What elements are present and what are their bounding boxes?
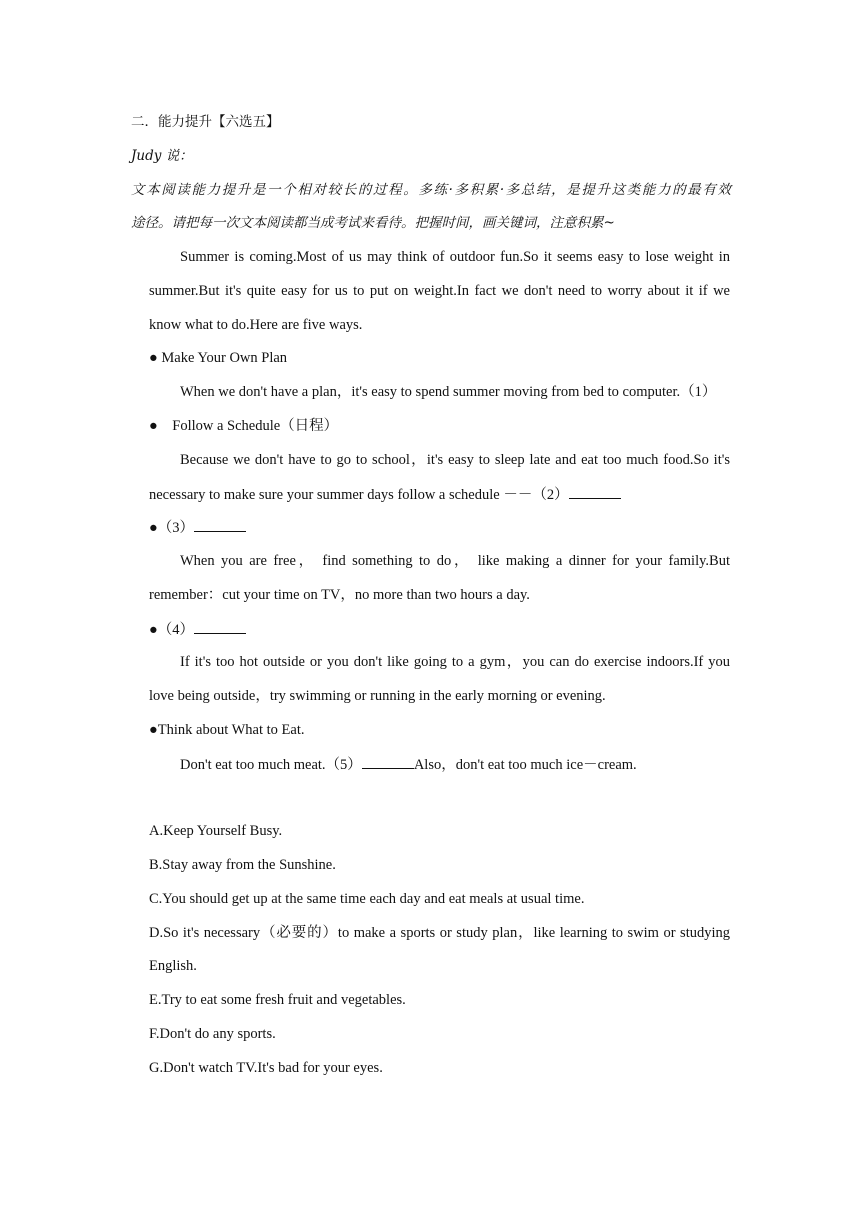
judy-label: Judy 说： xyxy=(131,148,193,164)
point-text-2-line-2 xyxy=(149,484,621,505)
point-text-5-before: Don't eat too much meat.（5） xyxy=(180,757,362,773)
point-text-4-line-2: love being outside，try swimming or running in the early morning or evening. xyxy=(149,688,606,704)
option-d-line-2: English. xyxy=(149,958,197,974)
option-e: E.Try to eat some fresh fruit and vegetables. xyxy=(149,992,406,1008)
point-heading-4 xyxy=(149,619,246,640)
option-b: B.Stay away from the Sunshine. xyxy=(149,857,336,873)
intro-line-3: know what to do.Here are five ways. xyxy=(149,317,363,333)
answer-blank-3 xyxy=(194,517,246,532)
answer-blank-4 xyxy=(194,619,246,634)
point-text-2-line-1: Because we don't have to go to school，it's easy to sleep late and eat too much food.So it's xyxy=(180,452,730,468)
answer-blank-2 xyxy=(569,484,621,499)
option-f: F.Don't do any sports. xyxy=(149,1026,276,1042)
point-text-3-line-1: When you are free， find something to do， like making a dinner for your family.But xyxy=(180,553,730,569)
intro-line-1: Summer is coming.Most of us may think of outdoor fun.So it seems easy to lose weight in xyxy=(180,249,730,265)
tip-line-1: 文本阅读能力提升是一个相对较长的过程。多练·多积累·多总结，是提升这类能力的最有效 xyxy=(131,182,731,198)
point-text-3-line-2: remember：cut your time on TV，no more than two hours a day. xyxy=(149,587,530,603)
point-text-2-line-2-text: necessary to make sure your summer days follow a schedule －－（2） xyxy=(149,487,569,503)
point-text-1: When we don't have a plan，it's easy to spend summer moving from bed to computer.（1） xyxy=(180,384,717,400)
point-heading-1: ● Make Your Own Plan xyxy=(149,350,288,366)
point-text-4-line-1: If it's too hot outside or you don't like going to a gym，you can do exercise indoors.If you xyxy=(180,654,730,670)
option-a: A.Keep Yourself Busy. xyxy=(149,823,283,839)
point-text-5 xyxy=(180,754,637,775)
section-heading: 二．能力提升【六选五】 xyxy=(131,114,280,130)
tip-line-2: 途径。请把每一次文本阅读都当成考试来看待。把握时间，画关键词，注意积累~ xyxy=(131,215,615,231)
option-g: G.Don't watch TV.It's bad for your eyes. xyxy=(149,1060,383,1076)
option-d-line-1: D.So it's necessary（必要的）to make a sports or study plan，like learning to swim or studying xyxy=(149,925,730,941)
intro-line-2: summer.But it's quite easy for us to put on weight.In fact we don't need to worry about it if we xyxy=(149,283,730,299)
option-c: C.You should get up at the same time each day and eat meals at usual time. xyxy=(149,891,585,907)
point-heading-3-text: ●（3） xyxy=(149,520,195,536)
answer-blank-5 xyxy=(362,754,414,769)
point-heading-3 xyxy=(149,517,246,538)
point-heading-4-text: ●（4） xyxy=(149,622,195,638)
point-text-5-after: Also，don't eat too much ice－cream. xyxy=(413,757,637,773)
point-heading-2: ● Follow a Schedule（日程） xyxy=(149,418,339,434)
point-heading-5: ●Think about What to Eat. xyxy=(149,722,305,738)
